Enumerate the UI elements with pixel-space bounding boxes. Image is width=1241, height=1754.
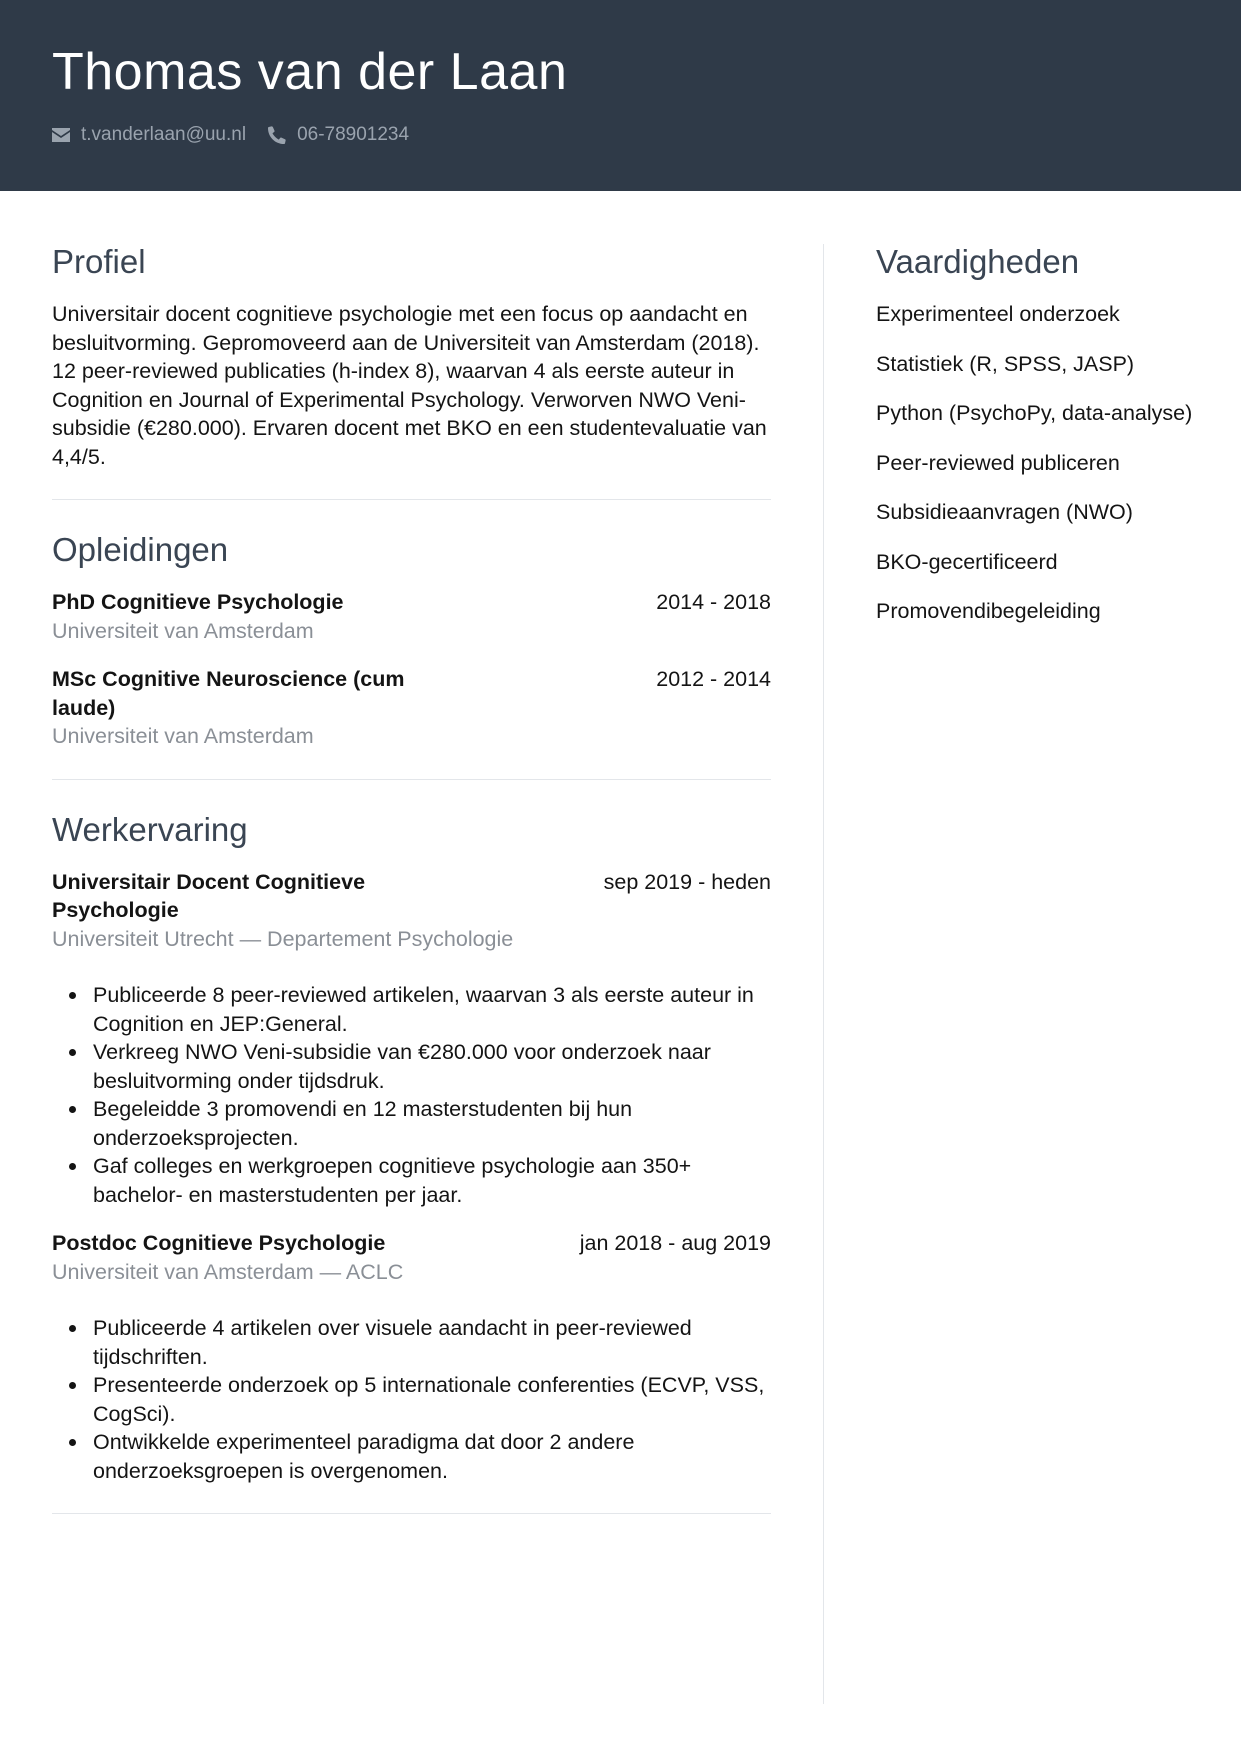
job-date: sep 2019 - heden bbox=[603, 869, 771, 894]
skill-item: Peer-reviewed publiceren bbox=[876, 450, 1120, 475]
degree-date: 2012 - 2014 bbox=[656, 667, 771, 691]
job-entry bbox=[52, 868, 771, 1210]
skill-item: Python (PsychoPy, data-analyse) bbox=[876, 401, 1193, 425]
list-item: Ontwikkelde experimenteel paradigma dat door 2 andere onderzoeksgroepen is overgenomen. bbox=[93, 1428, 771, 1485]
candidate-name: Thomas van der Laan bbox=[52, 43, 568, 101]
section-divider bbox=[52, 499, 771, 500]
phone-icon bbox=[268, 126, 286, 144]
list-item: Begeleidde 3 promovendi en 12 masterstudenten bij hun onderzoeksprojecten. bbox=[93, 1095, 771, 1152]
job-organization: Universiteit Utrecht — Departement Psychologie bbox=[52, 926, 514, 951]
job-entry bbox=[52, 1229, 771, 1485]
job-date: jan 2018 - aug 2019 bbox=[579, 1231, 771, 1255]
skill-item: Statistiek (R, SPSS, JASP) bbox=[876, 351, 1135, 376]
degree-institution: Universiteit van Amsterdam bbox=[52, 724, 314, 748]
degree-title: MSc Cognitive Neuroscience (cum laude) bbox=[52, 667, 405, 720]
contact-email[interactable] bbox=[52, 124, 246, 146]
degree-institution: Universiteit van Amsterdam bbox=[52, 618, 314, 643]
job-organization: Universiteit van Amsterdam — ACLC bbox=[52, 1259, 404, 1284]
list-item: Presenteerde onderzoek op 5 internationale conferenties (ECVP, VSS, CogSci). bbox=[93, 1371, 771, 1428]
envelope-icon bbox=[52, 128, 70, 142]
skill-item: Subsidieaanvragen (NWO) bbox=[876, 500, 1133, 524]
education-section bbox=[52, 530, 771, 751]
column-divider bbox=[823, 244, 824, 1704]
degree-date: 2014 - 2018 bbox=[656, 590, 771, 614]
job-achievements bbox=[52, 981, 771, 1209]
list-item: Verkreeg NWO Veni-subsidie van €280.000 voor onderzoek naar besluitvorming onder tijdsdruk. bbox=[93, 1038, 771, 1095]
job-title: Postdoc Cognitieve Psychologie bbox=[52, 1231, 386, 1255]
email-text[interactable]: t.vanderlaan@uu.nl bbox=[81, 124, 247, 145]
list-item: Gaf colleges en werkgroepen cognitieve psychologie aan 350+ bachelor- en masterstudenten per jaar. bbox=[93, 1152, 771, 1209]
list-item: Publiceerde 8 peer-reviewed artikelen, waarvan 3 als eerste auteur in Cognition en JEP:General. bbox=[93, 981, 771, 1038]
contact-phone[interactable] bbox=[268, 124, 409, 146]
skill-item: BKO-gecertificeerd bbox=[876, 549, 1058, 574]
skill-item: Promovendibegeleiding bbox=[876, 599, 1101, 623]
skills-list bbox=[876, 300, 1216, 626]
job-title: Universitair Docent Cognitieve Psychologie bbox=[52, 869, 366, 922]
experience-heading: Werkervaring bbox=[52, 810, 248, 848]
profile-section bbox=[52, 242, 771, 471]
profile-text: Universitair docent cognitieve psychologie met een focus op aandacht en besluitvorming. Gepromoveerd aan de Universiteit van Amsterdam (2018). 12 peer-reviewed publicaties (h-index 8), waarvan 4 als eerste auteur in Cognition en Journal of Experimental Psychology. Verworven NWO Veni-subsidie (€280.000). Ervaren docent met BKO en een studentevaluatie van 4,4/5. bbox=[52, 302, 767, 469]
sidebar-column bbox=[876, 242, 1216, 647]
section-divider bbox=[52, 1513, 771, 1514]
main-column bbox=[52, 242, 771, 1544]
section-divider bbox=[52, 779, 771, 780]
phone-text[interactable]: 06-78901234 bbox=[297, 124, 410, 145]
experience-section bbox=[52, 810, 771, 1486]
header-banner bbox=[0, 0, 1241, 191]
job-achievements bbox=[52, 1314, 771, 1485]
profile-heading: Profiel bbox=[52, 243, 146, 280]
education-entry bbox=[52, 665, 771, 751]
skill-item: Experimenteel onderzoek bbox=[876, 302, 1120, 326]
skills-heading: Vaardigheden bbox=[876, 243, 1080, 280]
degree-title: PhD Cognitieve Psychologie bbox=[52, 590, 344, 614]
contact-row bbox=[52, 124, 423, 146]
education-entry bbox=[52, 588, 771, 645]
education-heading: Opleidingen bbox=[52, 531, 229, 568]
list-item: Publiceerde 4 artikelen over visuele aandacht in peer-reviewed tijdschriften. bbox=[93, 1314, 771, 1371]
